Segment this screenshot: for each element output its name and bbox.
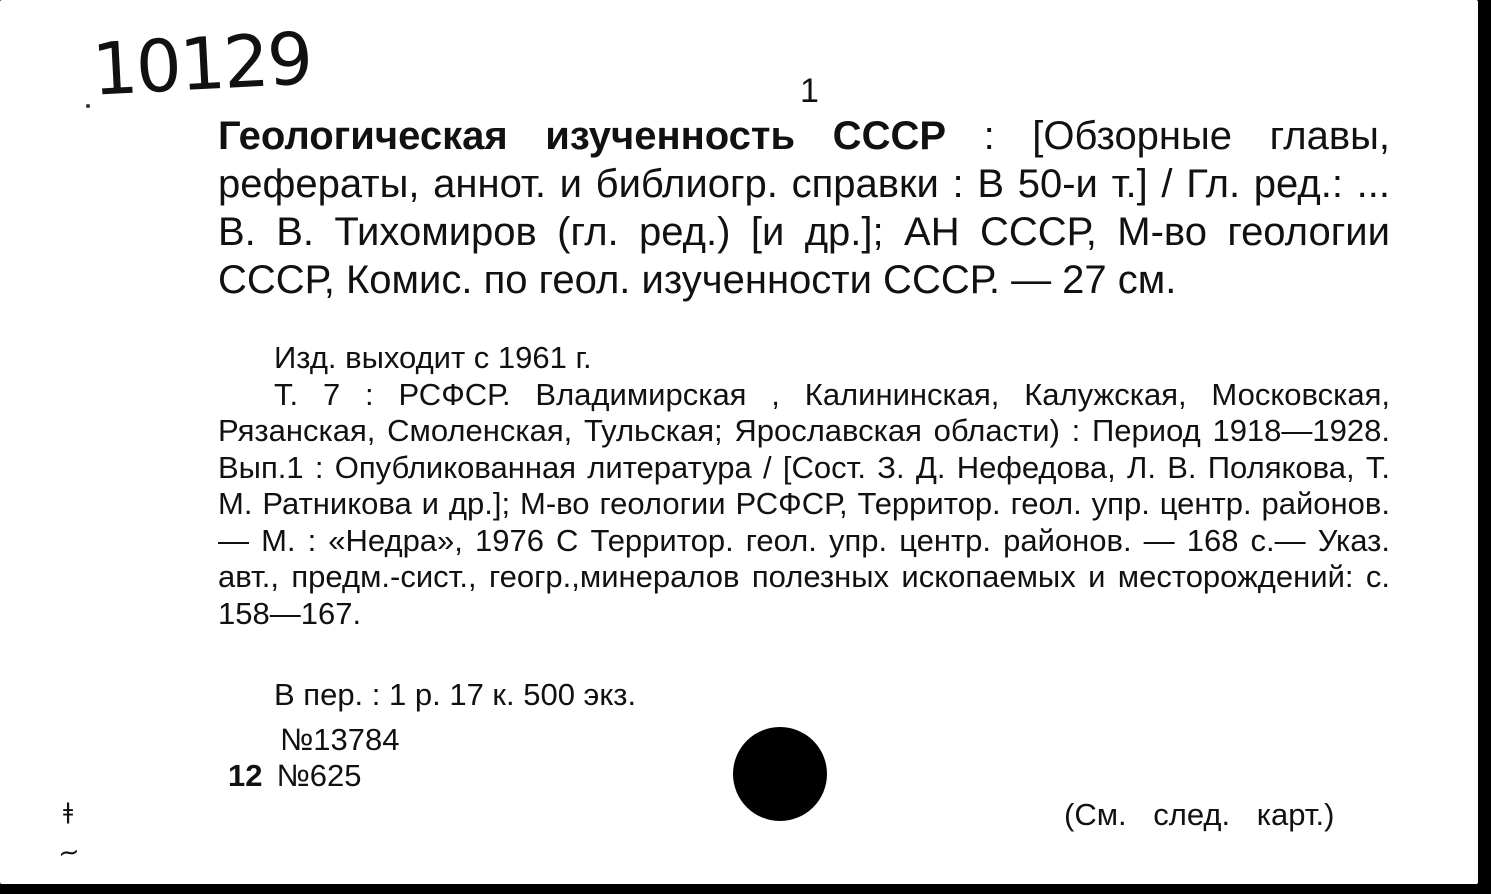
title-rest: : [Обзорные главы, рефераты, аннот. и библиогр. справки : В 50-и т.] / Гл. ред.: ... В. В. Тихомиров (гл. ред.) [и др.]; АН СССР, М-во геологии СССР, Комис. по геол. изученности СССР. — 27 см. (218, 114, 1390, 302)
continued-note: (См. след. карт.) (1064, 797, 1335, 832)
handwritten-number: 10129 (89, 16, 314, 112)
secondary-number (228, 758, 361, 794)
price-line: В пер. : 1 р. 17 к. 500 экз. (274, 677, 637, 712)
inventory-number: №13784 (280, 722, 400, 757)
pencil-mark-icon: ǂ (63, 800, 74, 825)
secondary-code: 12 (228, 758, 263, 793)
title-entry (218, 112, 1390, 304)
publication-note: Изд. выходит с 1961 г. (274, 340, 592, 375)
secondary-value: №625 (276, 758, 362, 793)
notes-block (218, 340, 1390, 632)
page-number: 1 (800, 72, 819, 110)
punch-hole (733, 727, 827, 821)
volume-description: Т. 7 : РСФСР. Владимирская , Калининская, Калужская, Московская, Рязанская, Смоленская, Тульская; Ярославская области) : Период 1918—1928. Вып.1 : Опубликованная литература / [Сост. З. Д. Нефедова, Л. В. Полякова, Т. М. Ратникова и др.]; М-во геологии РСФСР, Территор. геол. упр. центр. районов. — М. : «Недра», 1976 С Территор. геол. упр. центр. районов. — 168 с.— Указ. авт., предм.-сист., геогр.,минералов полезных ископаемых и месторождений: с. 158—167. (218, 376, 1390, 631)
ink-dot (86, 104, 90, 108)
title-bold: Геологическая изученность СССР (218, 114, 947, 158)
scribble-icon: ~ (56, 836, 82, 870)
